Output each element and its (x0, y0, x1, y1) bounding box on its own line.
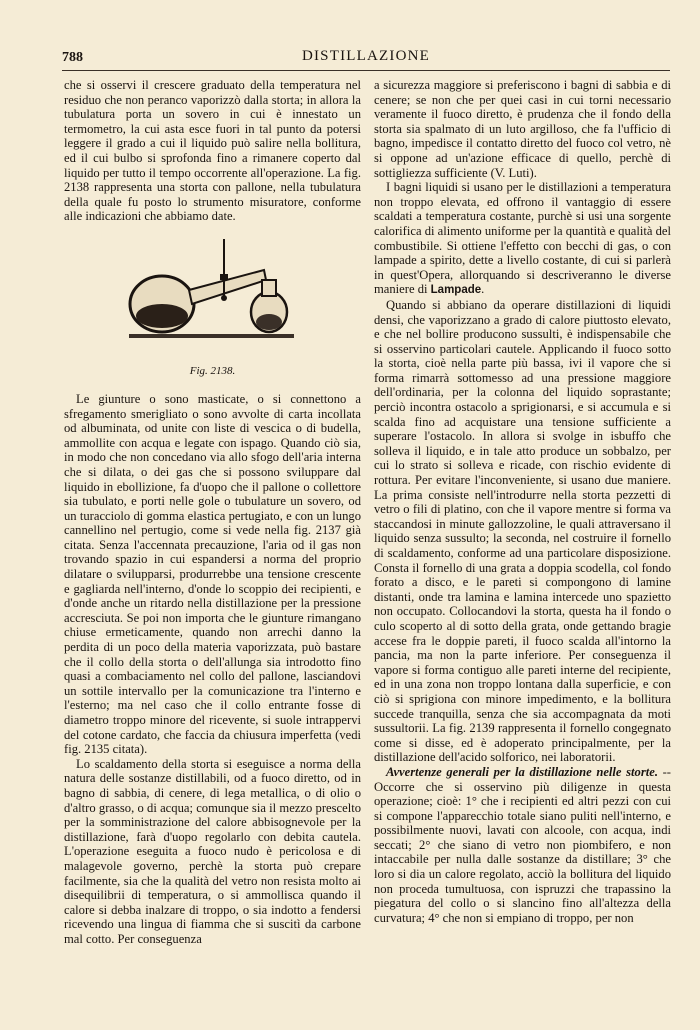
paragraph: a sicurezza maggiore si preferiscono i bagni di sabbia e di cenere; se non che per quei casi in cui torni necessario veramente il fuoco diretto, è prudenza che il fondo della storta sia spalmato di un luto argilloso, che fa l'ufficio di bagno, impedisce il contatto diretto del fuoco col vetro, nè si oppone ad un'azione efficace di quello, perchè di sottigliezza sufficiente (V. Luti). (374, 78, 671, 180)
cross-reference: Lampade (430, 284, 482, 297)
section-heading: Avvertenze generali per la distillazione nelle storte. (386, 764, 658, 779)
paragraph: che si osservi il crescere graduato della temperatura nel residuo che non peranco vaporizzò dalla storta; in allora la tubulatura porta un sovero in cui è innestato un termometro, la cui asta esce fuori in tal punto da potersi leggere il grado a cui il liquido può salire nella bollitura, ed il cui bulbo si sprofonda fino a rimanere coperto dal liquido per tutto il tempo occorrente all'operazione. La fig. 2138 rappresenta una storta con pallone, nella tubulatura della quale fu posto lo strumento misuratore, conforme alle indicazioni che abbiamo date. (64, 78, 361, 224)
figure-caption: Fig. 2138. (189, 364, 236, 377)
paragraph: Le giunture o sono masticate, o si connettono a sfregamento smerigliato o sono avvolte di carta incollata od albuminata, od unite con liste di vescica o di budella, ammollite con acqua e legate con ispago. Quando ciò sia, in modo che non concedano via allo sfogo dell'aria interna che si dilata, o dei gas che si possono sviluppare dal liquido in ebollizione, fa d'uopo che il pallone o collettore sia tubulato, e porti nelle gole o tubulature un sovero, od un turacciolo di gomma elastica pertugiato, e con un lungo cannellino nel pertugio, come si vede nella fig. 2137 già citata. Senza l'accennata precauzione, l'aria od il gas non trovando spazio in cui espandersi a norma del proprio dilatare o svilupparsi, produrrebbe una tensione crescente e gagliarda nell'interno, d'onde lo scoppio dei recipienti, e d'onde anche un ritardo nella distillazione per la pressione accresciuta. Se poi non importa che le giunture rimangano chiuse ermeticamente, quando non arrechi danno la perdita di un poco della materia vaporizzata, può bastare che il collo della storta o dell'allunga sia introdotto fino quasi a combaciamento nel collo del pallone, lasciandovi un sottile intervallo per la comunicazione tra l'interno e l'esterno; ma nel caso che il collo entrante fosse di diametro troppo minore del ricevente, si suole intrappervi del cotone cardato, che faccia da chiusura imperfetta (vedi fig. 2135 citata). (64, 391, 361, 757)
right-column (374, 78, 671, 925)
retort-flask-illustration (104, 234, 324, 359)
paragraph-text: -- Occorre che si osservino più diligenze in questa operazione; cioè: 1° che i recipienti ed altri pezzi con cui si compone l'apparecchio totale siano puliti nell'interno, e possibilmente nuovi, lavati con alcoole, con acqua, indi seccati; 2° che siano di vetro non piombifero, e non intaccabile per nulla dalle sostanze da distillare; 3° che loro si dia un calore regolato, acciò la bollitura del liquido non proceda tumultuosa, con ispruzzi che trapassino la piegatura del collo o si slancino fino all'altezza della curvatura; 4° che non si empiano di troppo, per non (374, 764, 671, 925)
page-number: 788 (62, 50, 83, 65)
paragraph (374, 765, 671, 926)
figure-2138 (64, 234, 361, 384)
paragraph-text: . (481, 282, 485, 297)
header-rule (62, 70, 670, 71)
running-head: DISTILLAZIONE (301, 48, 431, 64)
left-column (64, 78, 361, 947)
paragraph-text: I bagni liquidi si usano per le distillazioni a temperatura non troppo elevata, ed offrono il vantaggio di essere scaldati a temperatura costante, purchè si usi una sorgente calorifica di alimento uniforme per la quantità e qualità del combustibile. Si ottiene l'effetto con becchi di gas, o con lampade a spirito, dette a livello costante, di cui si parlerà in quest'Opera, allorquando si descriveranno le diverse maniere di (374, 180, 671, 297)
paragraph: Lo scaldamento della storta si eseguisce a norma della natura delle sostanze distillabili, od a fuoco diretto, od in bagno di sabbia, di cenere, di lega metallica, o di olio o d'altro grasso, o di acqua; comunque sia il mezzo prescelto per la somministrazione del calore abbisognevole per la distillazione, farà d'uopo regolarlo con debita cautela. L'operazione eseguita a fuoco nudo è pericolosa e di malagevole governo, perchè la storta può crepare facilmente, sia che la qualità del vetro non resista molto ai disequilibrii di temperatura, o si ammollisca quando il calore si debba inalzare di troppo, o sia indotto a fendersi ricevendo una lingua di fiamma che si suscitì da carbone mal cotto. Per conseguenza (64, 756, 361, 946)
page-header (62, 44, 670, 66)
paragraph: Quando si abbiano da operare distillazioni di liquidi densi, che vaporizzano a grado di calore piuttosto elevato, e che nel bollire producono sussulti, è indispensabile che si osservino particolari cautele. Applicando il fuoco sotto la storta, cioè nella parte più bassa, ivi il vapore che si forma rimarrà sottomesso ad una pressione maggiore dell'ordinaria, per la colonna del liquido soprastante; perciò incontra ostacolo a sprigionarsi, e si accumula e si scalda fino ad acquistare una tensione sufficiente a superare l'ostacolo. In allora si svolge in isbuffo che solleva il liquido, e in tale atto produce un sobbalzo, per cui lo strato si solleva e ricade, con rischio evidente di rottura. Per evitare l'inconveniente, si usano due maniere. La prima consiste nell'introdurre nella storta pezzetti di vetro o fili di platino, con che il vapore mentre si forma va staccandosi in minute gallozzoline, le quali attraversano il liquido senza sussulto; la seconda, nel costruire il fornello di scaldamento, conforme ad una particolare disposizione. Consta il fornello di una grata a doppia scodella, col fondo forato a disco, e le pareti si compongono di lamine distanti, onde tra lamina e lamina intercede uno spazietto non occupato. Collocandovi la storta, questa ha il fondo o culo scoperto al di sotto della grata, onde gettando bragie accese fra le doppie pareti, il fuoco scalda all'intorno la pancia, ma non la parte inferiore. Per conseguenza il vapore si forma contiguo alle pareti interne del recipiente, ed in una zona non troppo lontana dalla superficie, e con ciò si sprigiona con minore impedimento, e la bollitura succede tranquilla, senza che sia accompagnata da moti sussultorii. La fig. 2139 rappresenta il fornello congegnato come si disse, ed è adoperato principalmente, per la distillazione dell'acido solforico, nei laboratorii. (374, 297, 671, 765)
paragraph (374, 180, 671, 298)
